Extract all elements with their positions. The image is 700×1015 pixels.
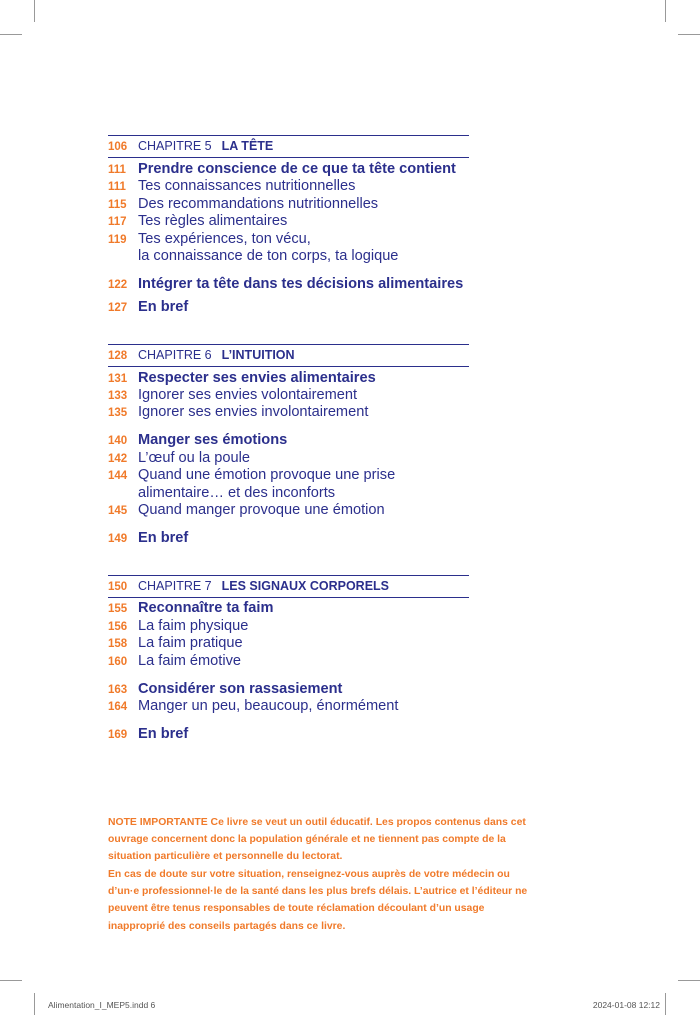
toc-entry-text: Quand une émotion provoque une prise — [138, 467, 396, 483]
chapter-page-number: 106 — [108, 141, 128, 153]
toc-entry — [108, 653, 241, 672]
toc-entry — [108, 618, 248, 637]
crop-mark-bottom-left-v — [34, 993, 35, 1015]
toc-entry — [108, 404, 368, 423]
toc-entry-text: En bref — [138, 299, 189, 315]
chapter-label: CHAPITRE 5 — [138, 139, 212, 153]
toc-entry — [108, 635, 243, 654]
crop-mark-top-right-v — [665, 0, 666, 22]
toc-entry-text: Prendre conscience de ce que ta tête contient — [138, 161, 456, 177]
toc-page-number: 111 — [108, 164, 126, 176]
toc-page-number: 145 — [108, 505, 128, 517]
toc-entry — [108, 370, 376, 389]
toc-page-number: 163 — [108, 684, 128, 696]
important-note-lead: NOTE IMPORTANTE — [108, 817, 208, 828]
toc-entry-text: Des recommandations nutritionnelles — [138, 196, 379, 212]
toc-entry-text: La faim émotive — [138, 653, 242, 669]
toc-entry-text: La faim pratique — [138, 635, 243, 651]
crop-mark-top-left-v — [34, 0, 35, 22]
footer-file-name: Alimentation_I_MEP5.indd 6 — [48, 1000, 156, 1010]
toc-page-number: 160 — [108, 656, 128, 668]
toc-entry-text: Tes connaissances nutritionnelles — [138, 178, 356, 194]
toc-entry-text: L’œuf ou la poule — [138, 450, 250, 466]
toc-page-number: 122 — [108, 279, 128, 291]
toc-page-number: 142 — [108, 453, 128, 465]
toc-entry — [108, 276, 463, 295]
chapter-page-number: 128 — [108, 350, 128, 362]
toc-entry-text: En bref — [138, 726, 189, 742]
chapter-5-header — [108, 135, 469, 158]
chapter-head — [108, 136, 469, 158]
chapter-title: LES SIGNAUX CORPORELS — [221, 579, 390, 593]
toc-page-number: 169 — [108, 729, 128, 741]
toc-page-number: 158 — [108, 638, 128, 650]
toc-page-number: 135 — [108, 407, 128, 419]
crop-mark-bottom-right-h — [678, 980, 700, 981]
toc-entry — [108, 299, 188, 318]
crop-mark-top-left-h — [0, 34, 22, 35]
toc-entry-continuation: alimentaire… et des inconforts — [138, 485, 336, 501]
chapter-head — [108, 576, 469, 598]
chapter-label: CHAPITRE 7 — [138, 579, 212, 593]
toc-entry — [108, 432, 287, 451]
toc-page-number: 119 — [108, 234, 127, 246]
crop-mark-top-right-h — [678, 34, 700, 35]
toc-entry-text: Manger un peu, beaucoup, énormément — [138, 698, 399, 714]
chapter-7-header — [108, 575, 469, 598]
toc-page-number: 133 — [108, 390, 128, 402]
important-note-text: En cas de doute sur votre situation, renseignez-vous auprès de votre médecin ou d’un·e professionnel·le de la santé dans les plus brefs délais. L’autrice et l’éditeur ne peuvent être tenus responsables de toute réclamation découlant d’un usage inapproprié des conseils partagés dans ce livre. — [108, 869, 528, 932]
toc-entry — [108, 196, 378, 215]
toc-entry — [108, 698, 398, 717]
toc-entry-text: En bref — [138, 530, 189, 546]
chapter-page-number: 150 — [108, 581, 128, 593]
toc-page-number: 156 — [108, 621, 128, 633]
toc-page-number: 131 — [108, 373, 128, 385]
toc-entry-text: Reconnaître ta faim — [138, 600, 274, 616]
toc-page-number: 155 — [108, 603, 128, 615]
toc-entry-text: Intégrer ta tête dans tes décisions alimentaires — [138, 276, 464, 292]
toc-entry-text: Respecter ses envies alimentaires — [138, 370, 376, 386]
toc-entry-text: Considérer son rassasiement — [138, 681, 343, 697]
toc-page-number: 140 — [108, 435, 128, 447]
toc-entry — [108, 213, 287, 232]
important-note-paragraph-2 — [108, 866, 528, 935]
toc-entry-text: La faim physique — [138, 618, 249, 634]
toc-page-number: 117 — [108, 216, 127, 228]
toc-entry — [108, 681, 342, 700]
toc-entry-text: Ignorer ses envies volontairement — [138, 387, 358, 403]
toc-entry-continuation: la connaissance de ton corps, ta logique — [138, 248, 399, 264]
toc-entry-text: Tes expériences, ton vécu, — [138, 231, 311, 247]
toc-entry-text: Tes règles alimentaires — [138, 213, 288, 229]
toc-entry — [108, 450, 250, 469]
toc-entry-text: Ignorer ses envies involontairement — [138, 404, 369, 420]
toc-entry — [108, 502, 385, 521]
crop-mark-bottom-right-v — [665, 993, 666, 1015]
toc-entry — [108, 231, 311, 250]
toc-entry — [108, 467, 395, 486]
chapter-title: L’INTUITION — [221, 348, 295, 362]
toc-entry — [108, 178, 355, 197]
chapter-6-header — [108, 344, 469, 367]
chapter-label: CHAPITRE 6 — [138, 348, 212, 362]
toc-entry — [108, 726, 188, 745]
toc-entry — [108, 387, 357, 406]
toc-entry — [108, 161, 456, 180]
toc-page-number: 115 — [108, 199, 127, 211]
footer-datetime: 2024-01-08 12:12 — [592, 1000, 660, 1010]
toc-entry-text: Manger ses émotions — [138, 432, 288, 448]
toc-entry — [108, 600, 273, 619]
chapter-head — [108, 345, 469, 367]
toc-page-number: 127 — [108, 302, 128, 314]
crop-mark-bottom-left-h — [0, 980, 22, 981]
toc-page-number: 144 — [108, 470, 128, 482]
important-note-paragraph-1 — [108, 814, 528, 866]
toc-page-number: 111 — [108, 181, 126, 193]
toc-page-number: 164 — [108, 701, 128, 713]
toc-entry-text: Quand manger provoque une émotion — [138, 502, 385, 518]
chapter-title: LA TÊTE — [221, 139, 274, 153]
important-note-text: Ce livre se veut un outil éducatif. Les propos contenus dans cet ouvrage concernent donc la population générale et ne tiennent pas compte de la situation particulière et personnelle du lectorat. — [108, 817, 526, 863]
toc-entry — [108, 530, 188, 549]
toc-page-number: 149 — [108, 533, 128, 545]
